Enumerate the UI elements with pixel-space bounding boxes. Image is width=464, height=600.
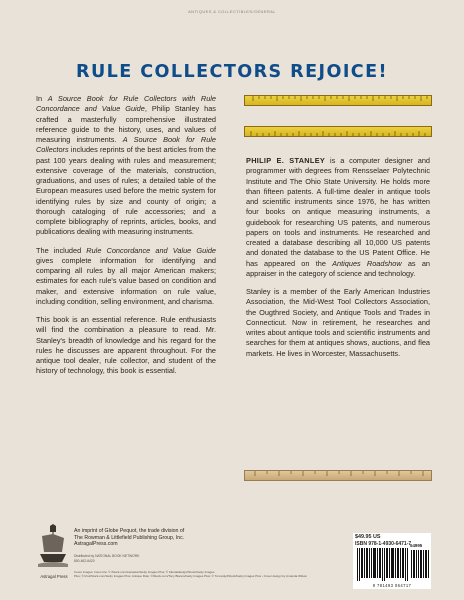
guide-title: Rule Concordance and Value Guide <box>86 245 216 255</box>
publisher-info: An imprint of Globe Pequot, the trade division of The Rowman & Littlefield Publishing Group, Inc. AstragalPress.com <box>74 528 274 548</box>
book-title-short: A Source Book for Rule Collectors <box>36 135 216 155</box>
author-name: PHILIP E. STANLEY <box>246 156 326 165</box>
headline: RULE COLLECTORS REJOICE! <box>76 62 388 82</box>
barcode-number: 9 781493 064717 <box>372 583 412 588</box>
antique-wood-ruler-image <box>244 470 432 481</box>
wood-ruler-ticks <box>245 471 431 480</box>
yellow-ruler-image-2 <box>244 126 432 137</box>
price-label: $49.95 US <box>355 534 381 540</box>
price-barcode-image <box>411 550 429 578</box>
yellow-ruler-image <box>244 95 432 106</box>
category-label: ANTIQUES & COLLECTIBLES/GENERAL <box>188 9 276 14</box>
author-bio-paragraph-2: Stanley is a member of the Early American Industries Association, the Mid-West Tool Collectors Association, the Ougthred Society, and Antique Tools and Trades in Connecticut. Now in retirement, he researches and writes about antique tools and scientific instruments and searches for them at antiques shows, auctions, and flea markets. He lives in Worcester, Massachusetts. <box>246 287 430 358</box>
book-title: A Source Book for Rule Collectors with Rule Concordance and Value Guide <box>36 94 216 114</box>
ruler-ticks-bottom <box>245 127 431 136</box>
logo-label: Astragal Press <box>40 574 68 579</box>
description-paragraph-1: In A Source Book for Rule Collectors with Rule Concordance and Value Guide, Philip Stanley has crafted a masterfully comprehensive illustrated reference guide to the history, uses, and values of measuring instruments. A Source Book for Rule Collectors includes reprints of the best articles from the past 100 years dealing with rules and measurement; extensive coverage of the materials, construction, graduations, and uses of rules; a detailed table of the European measures used before the metric system for identifying rules by size and county of origin; a thorough cataloging of rule accessories; and a complete bibliography of reprints, articles, books, and publications dealing with measuring instruments. <box>36 94 216 237</box>
author-bio-paragraph-1: PHILIP E. STANLEY is a computer designer and programmer with degrees from Rensselaer Polytechnic Institute and The Ohio State University. He holds more than fifteen patents. A full-time dealer in antique tools and scientific instruments since 1976, he has written four books on antique measuring instruments, a guidebook for researching US patents, and numerous papers on tools and instruments. He researched and created a database describing all 10,000 US patents and donated the database to the US Patent Office. He has appeared on the Antiques Roadshow as an appraiser in the category of science and technology. <box>246 156 430 278</box>
tv-show-title: Antiques Roadshow <box>332 258 402 268</box>
cover-credits: Cover images: Inset rule: © iStock.com/ivanastar/Getty Images Plus; © Mentaldesign/iStock/Getty Images Plus; © khu/iStock.com/Getty Images Plus; Antique Rule: ©iStock.com/Tony Bianco/Getty Images Plus; © Turovsky/iStock/Getty Images Plus • Cover design by Amanda Wilson <box>74 570 308 578</box>
ruler-ticks-top <box>245 96 431 105</box>
barcode-panel <box>353 533 431 589</box>
publisher-url: AstragalPress.com <box>74 541 118 548</box>
description-column <box>36 94 216 385</box>
isbn-label: ISBN 978-1-4930-6471-7 <box>355 541 412 547</box>
astragal-press-logo-icon <box>36 522 70 574</box>
price-code: 54995 <box>410 543 423 548</box>
barcode-image <box>357 548 409 581</box>
author-bio-column <box>246 156 430 367</box>
description-paragraph-2: The included Rule Concordance and Value Guide gives complete information for identifying and comparing all rules by all major American makers; estimates for each rule's value based on condition and maker, and extensive information on rule value, including condition, selling environment, and charisma. <box>36 245 216 306</box>
description-paragraph-3: This book is an essential reference. Rule enthusiasts will find the combination a pleasure to read. Mr. Stanley's breadth of knowledge and his regard for the rules he discusses are apparent throughout. For the antique tool dealer, rule collector, and student of the history of technology, this book is essential. <box>36 315 216 376</box>
distributor-info: Distributed by NATIONAL BOOK NETWORK 800-462-6420 <box>74 554 140 563</box>
